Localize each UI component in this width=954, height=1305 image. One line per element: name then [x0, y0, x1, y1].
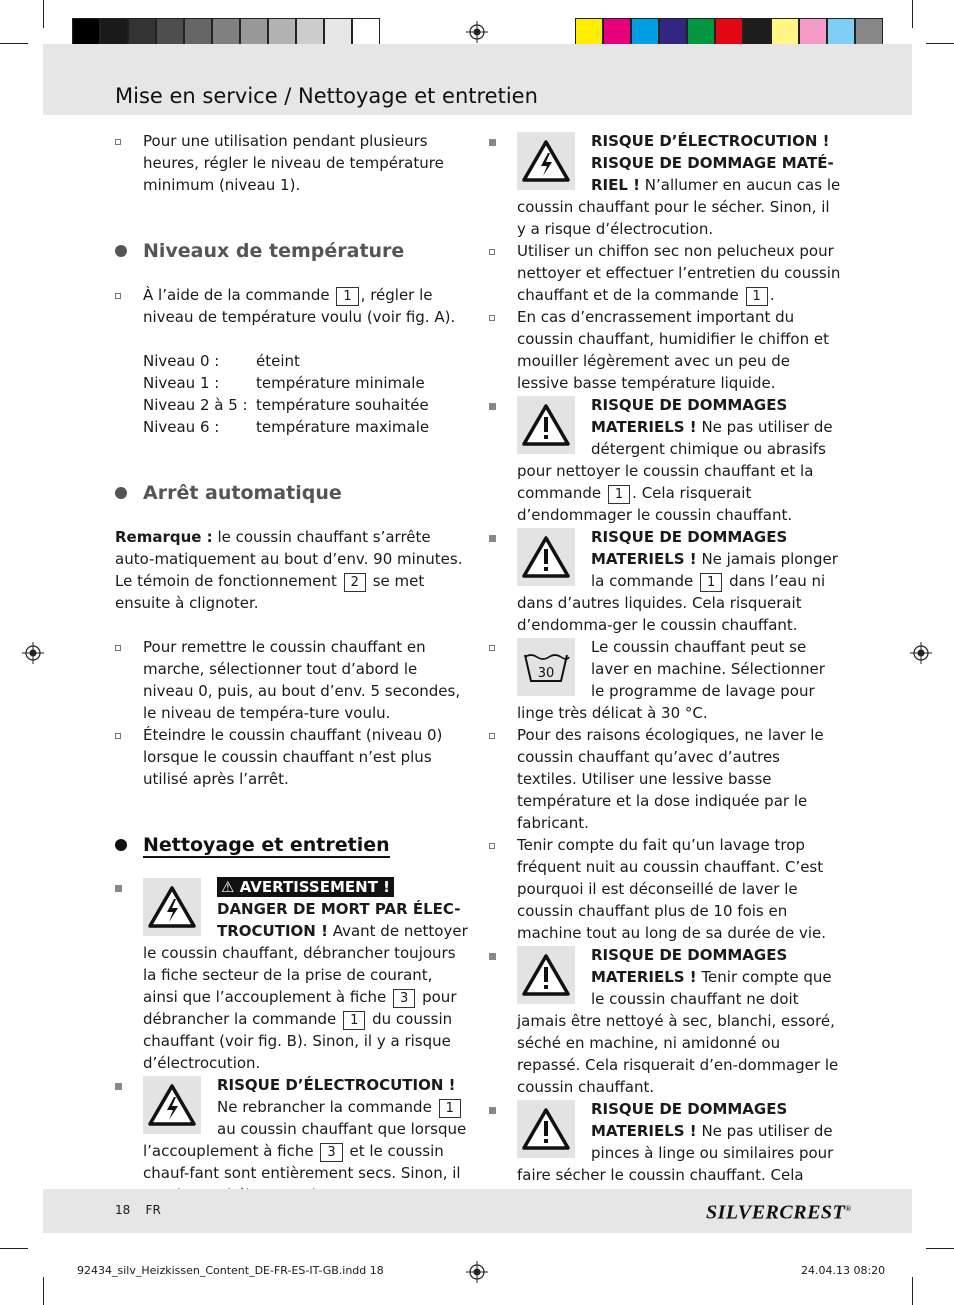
color-swatch	[659, 18, 687, 46]
color-swatch	[631, 18, 659, 46]
color-swatch	[603, 18, 631, 46]
gray-swatch	[212, 18, 240, 46]
electric-shock-warning-icon	[143, 1076, 201, 1134]
crop-mark	[43, 0, 44, 28]
crop-mark	[912, 1277, 913, 1305]
section-heading: Arrêt automatique	[115, 480, 470, 506]
registration-mark-icon	[22, 642, 44, 664]
gray-swatch	[324, 18, 352, 46]
section-heading: Niveaux de température	[115, 238, 470, 264]
gray-swatch	[296, 18, 324, 46]
gray-swatch	[100, 18, 128, 46]
level-row: Niveau 6 : température maximale	[143, 418, 430, 436]
color-swatch	[687, 18, 715, 46]
registration-mark-icon	[466, 1261, 488, 1283]
note-paragraph: Remarque : le coussin chauffant s’arrête auto-matiquement au bout d’env. 90 minutes. Le témoin de fonctionnement 2 se met ensuite à clignoter.	[115, 528, 463, 612]
gray-swatch	[352, 18, 380, 46]
crop-mark	[43, 1277, 44, 1305]
exclamation-warning-icon	[517, 528, 575, 586]
date-slug: 24.04.13 08:20	[801, 1264, 886, 1277]
level-table	[115, 350, 470, 438]
list-item: En cas d’encrassement important du coussin chauffant, humidifier le chiffon et mouiller légèrement avec un peu de lessive basse température liquide.	[489, 306, 841, 394]
crop-mark	[912, 0, 913, 28]
warning-block: RISQUE DE DOMMAGES MATERIELS ! Ne pas utiliser de pinces à linge ou similaires pour faire sécher le coussin chauffant. Cela	[489, 1098, 841, 1230]
list-item: À l’aide de la commande 1 , régler le niveau de température voulu (voir fig. A).	[115, 284, 470, 328]
gray-swatch	[128, 18, 156, 46]
gray-swatch	[184, 18, 212, 46]
warning-label: ⚠ AVERTISSEMENT !	[217, 877, 394, 897]
color-swatch	[799, 18, 827, 46]
color-swatch	[827, 18, 855, 46]
exclamation-warning-icon	[517, 396, 575, 454]
svg-text:30: 30	[537, 666, 555, 681]
page-number: 18 FR	[115, 1203, 161, 1217]
section-heading: Nettoyage et entretien	[115, 832, 470, 858]
gray-swatch	[72, 18, 100, 46]
color-swatch	[575, 18, 603, 46]
warning-block: RISQUE D’ÉLECTROCUTION ! Ne rebrancher la commande 1 au coussin chauffant que lorsque l’accouplement à fiche 3 et le coussin chauf-fant sont entièrement secs. Sinon, il	[115, 1074, 470, 1206]
color-swatch	[743, 18, 771, 46]
list-item: Pour remettre le coussin chauffant en marche, sélectionner tout d’abord le niveau 0, puis, au bout d’env. 5 secondes, le niveau de tempéra-ture voulu.	[115, 636, 470, 724]
warning-block: ⚠ AVERTISSEMENT ! DANGER DE MORT PAR ÉLEC-TROCUTION ! Avant de nettoyer le coussin chauffant, débrancher toujours la fiche secteur de la prise de courant, ainsi que l’accouplement à fiche 3 pour débrancher la commande 1 du coussin chauffant (voir fig. B). Sinon, il y a risque d’électrocution.	[115, 876, 470, 1074]
left-column	[115, 130, 470, 1206]
list-item: Tenir compte du fait qu’un lavage trop fréquent nuit au coussin chauffant. C’est pourquoi il est déconseillé de laver le coussin chauffant plus de 10 fois en machine tout au long de sa durée de vie.	[489, 834, 841, 944]
warning-block: RISQUE DE DOMMAGES MATERIELS ! Ne pas utiliser de détergent chimique ou abrasifs pour nettoyer le coussin chauffant et la commande 1 . Cela risquerait d’endommager le coussin chauffant.	[489, 394, 841, 526]
gray-swatch	[268, 18, 296, 46]
crop-mark	[926, 1248, 954, 1249]
color-swatch	[855, 18, 883, 46]
warning-block: RISQUE DE DOMMAGES MATERIELS ! Ne jamais plonger la commande 1 dans l’eau ni dans d’autres liquides. Cela risquerait d’endomma-ger le coussin chauffant.	[489, 526, 841, 636]
electric-shock-warning-icon	[143, 878, 201, 936]
exclamation-warning-icon	[517, 946, 575, 1004]
color-swatch	[771, 18, 799, 46]
exclamation-warning-icon	[517, 1100, 575, 1158]
brand-logo: SILVERCREST®	[706, 1201, 852, 1224]
right-column	[489, 130, 841, 1230]
list-item: 30 Le coussin chauffant peut se laver en machine. Sélectionner le programme de lavage pour linge très délicat à 30 °C.	[489, 636, 841, 724]
gray-swatch	[156, 18, 184, 46]
crop-mark	[0, 1248, 28, 1249]
electric-shock-warning-icon	[517, 132, 575, 190]
crop-mark	[926, 43, 954, 44]
level-row: Niveau 1 : température minimale	[143, 374, 425, 392]
registration-mark-icon	[910, 642, 932, 664]
level-row: Niveau 0 : éteint	[143, 352, 300, 370]
crop-mark	[0, 43, 28, 44]
warning-block: RISQUE D’ÉLECTROCUTION ! RISQUE DE DOMMAGE MATÉ-RIEL ! N’allumer en aucun cas le coussin chauffant pour le sécher. Sinon, il y a risque d’électrocution.	[489, 130, 841, 240]
warning-block: RISQUE DE DOMMAGES MATERIELS ! Tenir compte que le coussin chauffant ne doit jamais être nettoyé à sec, blanchi, essoré, séché en machine, ni amidonné ou repassé. Cela risquerait d’en-dommager le coussin chauffant.	[489, 944, 841, 1098]
file-slug: 92434_silv_Heizkissen_Content_DE-FR-ES-IT-GB.indd 18	[77, 1264, 384, 1277]
wash-30-icon	[517, 638, 575, 696]
list-item: Utiliser un chiffon sec non pelucheux pour nettoyer et effectuer l’entretien du coussin chauffant et de la commande 1 .	[489, 240, 841, 306]
page-title: Mise en service / Nettoyage et entretien	[115, 84, 538, 108]
list-item: Pour une utilisation pendant plusieurs heures, régler le niveau de température minimum (niveau 1).	[115, 130, 470, 196]
list-item: Pour des raisons écologiques, ne laver le coussin chauffant qu’avec d’autres textiles. Utiliser une lessive basse température et la dose indiquée par le fabricant.	[489, 724, 841, 834]
registration-mark-icon	[466, 21, 488, 43]
level-row: Niveau 2 à 5 : température souhaitée	[143, 396, 429, 414]
color-swatch	[715, 18, 743, 46]
list-item: Éteindre le coussin chauffant (niveau 0) lorsque le coussin chauffant n’est plus utilisé après l’arrêt.	[115, 724, 470, 790]
gray-swatch	[240, 18, 268, 46]
